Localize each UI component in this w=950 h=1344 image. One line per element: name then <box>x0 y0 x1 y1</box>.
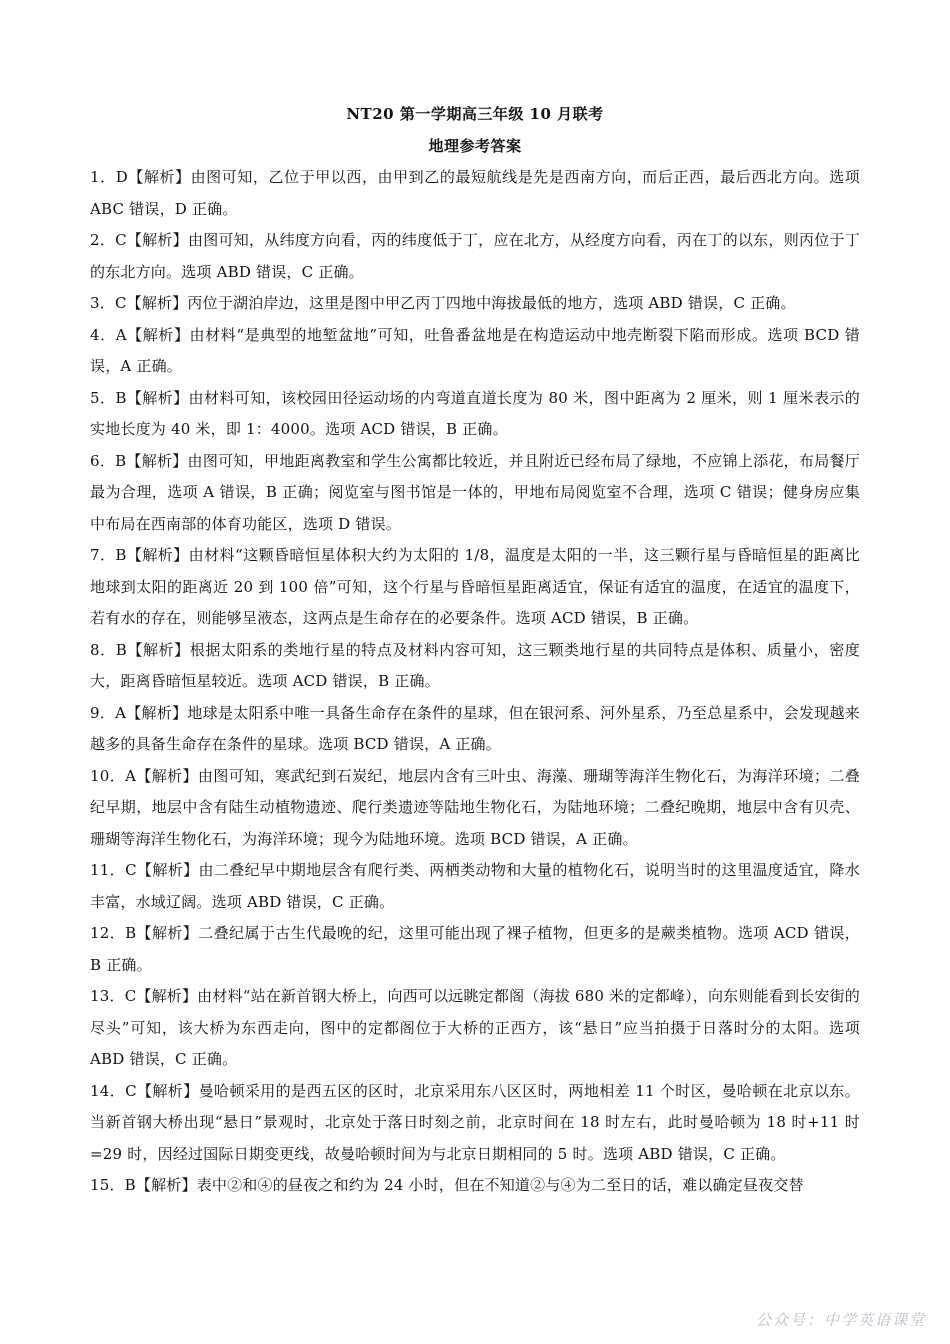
answer-item-14: 14．C【解析】曼哈顿采用的是西五区的区时，北京采用东八区区时，两地相差 11 个时区，曼哈顿在北京以东。当新首钢大桥出现“悬日”景观时，北京处于落日时刻之前，北京时间在 18 时左右，此时曼哈顿为 18 时+11 时=29 时，因经过国际日期变更线，故曼哈顿时间为与北京日期相同的 5 时。选项 ABD 错误，C 正确。 <box>90 1081 860 1163</box>
answer-item-10: 10．A【解析】由图可知，寒武纪到石炭纪，地层内含有三叶虫、海藻、珊瑚等海洋生物化石，为海洋环境；二叠纪早期，地层中含有陆生动植物遗迹、爬行类遗迹等陆地生物化石，为陆地环境；二叠纪晚期，地层中含有贝壳、珊瑚等海洋生物化石，为海洋环境；现今为陆地环境。选项 BCD 错误，A 正确。 <box>90 766 860 848</box>
answer-item-8: 8．B【解析】根据太阳系的类地行星的特点及材料内容可知，这三颗类地行星的共同特点是体积、质量小，密度大，距离昏暗恒星较近。选项 ACD 错误，B 正确。 <box>90 640 860 690</box>
answer-item-3: 3．C【解析】丙位于湖泊岸边，这里是图中甲乙丙丁四地中海拔最低的地方，选项 ABD 错误，C 正确。 <box>90 294 796 312</box>
document-header <box>0 98 950 162</box>
answer-item-11: 11．C【解析】由二叠纪早中期地层含有爬行类、两栖类动物和大量的植物化石，说明当时的这里温度适宜，降水丰富，水域辽阔。选项 ABD 错误，C 正确。 <box>90 861 860 911</box>
answer-list <box>90 162 860 1202</box>
watermark-text: 公众号：中学英语课堂 <box>755 1311 926 1329</box>
answer-item-5: 5．B【解析】由材料可知，该校园田径运动场的内弯道直道长度为 80 米，图中距离为 2 厘米，则 1 厘米表示的实地长度为 40 米，即 1：4000。选项 ACD 错误，B 正确。 <box>90 388 860 438</box>
exam-title: NT20 第一学期高三年级 10 月联考 <box>346 105 604 123</box>
answer-item-4: 4．A【解析】由材料“是典型的地堑盆地”可知，吐鲁番盆地是在构造运动中地壳断裂下陷而形成。选项 BCD 错误，A 正确。 <box>90 325 860 375</box>
answer-item-9: 9．A【解析】地球是太阳系中唯一具备生命存在条件的星球，但在银河系、河外星系，乃至总星系中，会发现越来越多的具备生命存在条件的星球。选项 BCD 错误，A 正确。 <box>90 703 860 753</box>
answer-item-1: 1．D【解析】由图可知，乙位于甲以西，由甲到乙的最短航线是先是西南方向，而后正西，最后西北方向。选项 ABC 错误，D 正确。 <box>90 168 860 218</box>
answer-item-13: 13．C【解析】由材料“站在新首钢大桥上，向西可以远眺定都阁（海拔 680 米的定都峰），向东则能看到长安街的尽头”可知，该大桥为东西走向，图中的定都阁位于大桥的正西方，该“悬日”应当拍摄于日落时分的太阳。选项 ABD 错误，C 正确。 <box>90 987 860 1068</box>
answer-item-12: 12．B【解析】二叠纪属于古生代最晚的纪，这里可能出现了裸子植物，但更多的是蕨类植物。选项 ACD 错误，B 正确。 <box>90 924 860 974</box>
answer-item-6: 6．B【解析】由图可知，甲地距离教室和学生公寓都比较近，并且附近已经布局了绿地，不应锦上添花，布局餐厅最为合理，选项 A 错误，B 正确；阅览室与图书馆是一体的，甲地布局阅览室不合理，选项 C 错误；健身房应集中布局在西南部的体育功能区，选项 D 错误。 <box>90 451 860 533</box>
answer-item-15: 15．B【解析】表中②和④的昼夜之和约为 24 小时，但在不知道②与④为二至日的话，难以确定昼夜交替 <box>90 1176 804 1194</box>
answer-item-7: 7．B【解析】由材料“这颗昏暗恒星体积大约为太阳的 1/8，温度是太阳的一半，这三颗行星与昏暗恒星的距离比地球到太阳的距离近 20 到 100 倍”可知，这个行星与昏暗恒星距离适宜，保证有适宜的温度，在适宜的温度下，若有水的存在，则能够呈液态，这两点是生命存在的必要条件。选项 ACD 错误，B 正确。 <box>90 546 860 627</box>
subject-title: 地理参考答案 <box>428 137 522 155</box>
answer-item-2: 2．C【解析】由图可知，从纬度方向看，丙的纬度低于丁，应在北方，从经度方向看，丙在丁的以东，则丙位于丁的东北方向。选项 ABD 错误，C 正确。 <box>90 231 860 281</box>
